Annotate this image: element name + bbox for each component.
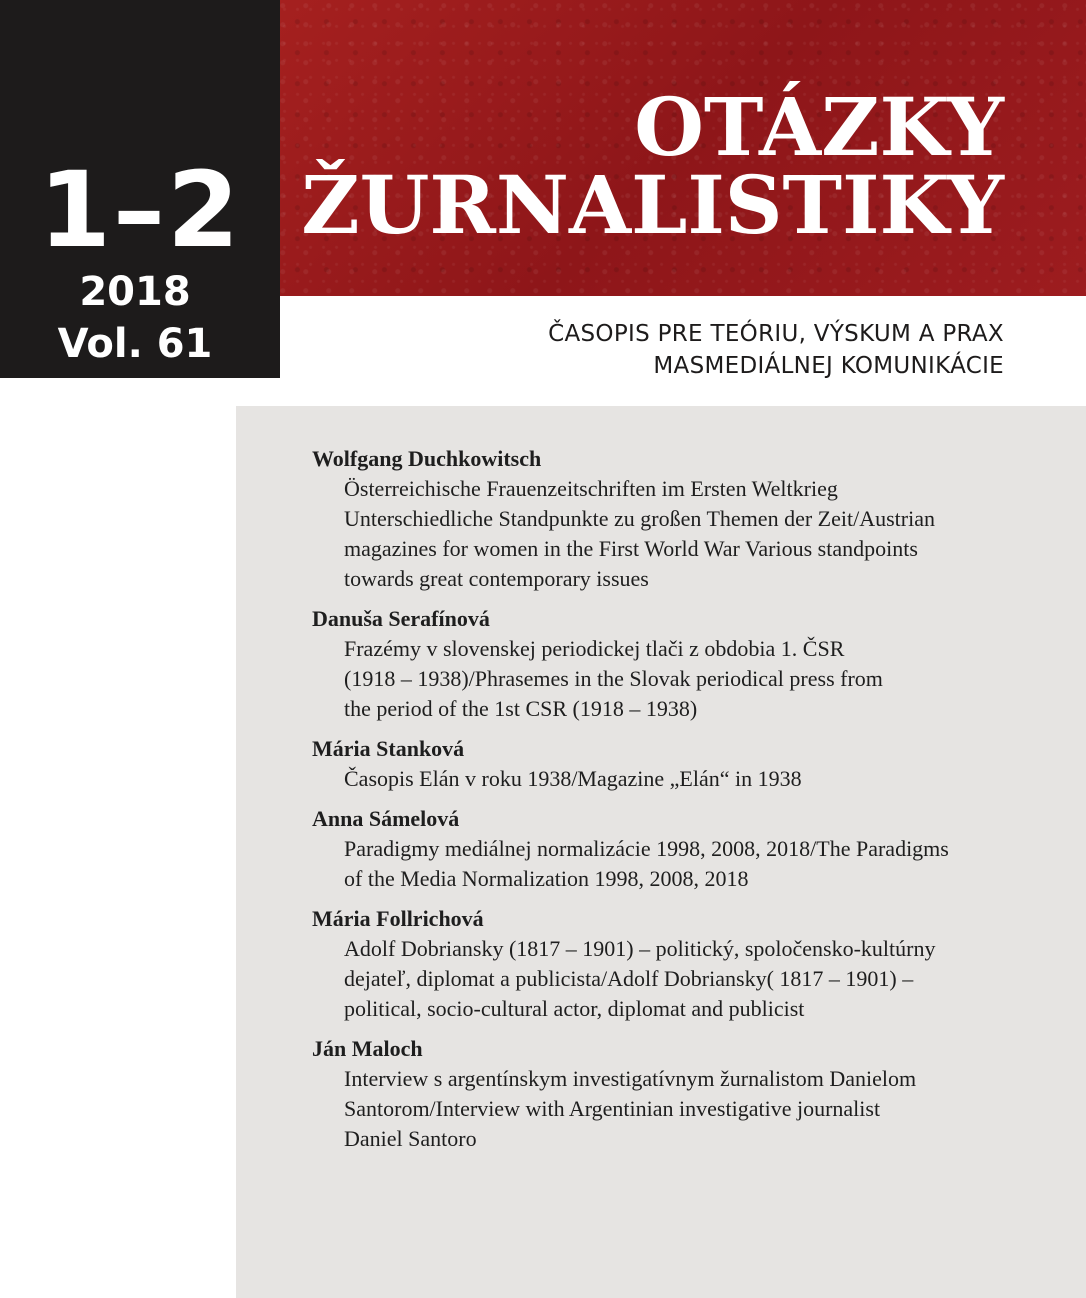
entry-article-title-line: Časopis Elán v roku 1938/Magazine „Elán“ in 1938 [344, 766, 802, 791]
entry-author: Mária Follrichová [312, 906, 484, 931]
journal-subtitle [548, 318, 1004, 382]
contents-entry [312, 1034, 1032, 1154]
entry-article-title-line: of the Media Normalization 1998, 2008, 2018 [344, 866, 749, 891]
entry-article-title-line: (1918 – 1938)/Phrasemes in the Slovak periodical press from [344, 666, 883, 691]
entry-article-title-line: political, socio-cultural actor, diplomat and publicist [344, 996, 805, 1021]
entry-article-title-line: towards great contemporary issues [344, 566, 649, 591]
contents-entry [312, 804, 1032, 894]
entry-author: Anna Sámelová [312, 806, 460, 831]
issue-number: 1–2 [38, 149, 242, 271]
entry-article-title-line: Paradigmy mediálnej normalizácie 1998, 2008, 2018/The Paradigms [344, 836, 949, 861]
entry-author: Ján Maloch [312, 1036, 423, 1061]
entry-author: Wolfgang Duchkowitsch [312, 446, 542, 471]
entry-article-title-line: Frazémy v slovenskej periodickej tlači z obdobia 1. ČSR [344, 636, 845, 661]
entry-article-title-line: dejateľ, diplomat a publicista/Adolf Dobriansky( 1817 – 1901) – [344, 966, 914, 991]
entry-author: Danuša Serafínová [312, 606, 490, 631]
issue-info-box [0, 0, 280, 378]
contents-entry [312, 734, 1032, 794]
journal-title-line-2: ŽURNALISTIKY [301, 158, 1004, 252]
table-of-contents [236, 406, 1086, 1298]
entry-article-title-line: Interview s argentínskym investigatívnym žurnalistom Danielom [344, 1066, 917, 1091]
entry-article-title-line: Österreichische Frauenzeitschriften im Ersten Weltkrieg [344, 476, 838, 501]
subtitle-line-2: MASMEDIÁLNEJ KOMUNIKÁCIE [653, 353, 1004, 379]
contents-list [312, 444, 1032, 1164]
entry-article-title-line: Santorom/Interview with Argentinian investigative journalist [344, 1096, 881, 1121]
entry-article-title-line: the period of the 1st CSR (1918 – 1938) [344, 696, 698, 721]
entry-article-title-line: magazines for women in the First World War Various standpoints [344, 536, 918, 561]
entry-article-title-line: Daniel Santoro [344, 1126, 477, 1151]
contents-entry [312, 904, 1032, 1024]
issue-year: 2018 [79, 269, 191, 315]
issue-volume: Vol. 61 [57, 321, 213, 367]
contents-entry [312, 444, 1032, 594]
entry-article-title-line: Unterschiedliche Standpunkte zu großen Themen der Zeit/Austrian [344, 506, 935, 531]
subtitle-line-1: ČASOPIS PRE TEÓRIU, VÝSKUM A PRAX [548, 321, 1004, 347]
entry-author: Mária Stanková [312, 736, 465, 761]
journal-title-line-1: OTÁZKY [634, 80, 1004, 174]
entry-article-title-line: Adolf Dobriansky (1817 – 1901) – politický, spoločensko-kultúrny [344, 936, 936, 961]
contents-entry [312, 604, 1032, 724]
